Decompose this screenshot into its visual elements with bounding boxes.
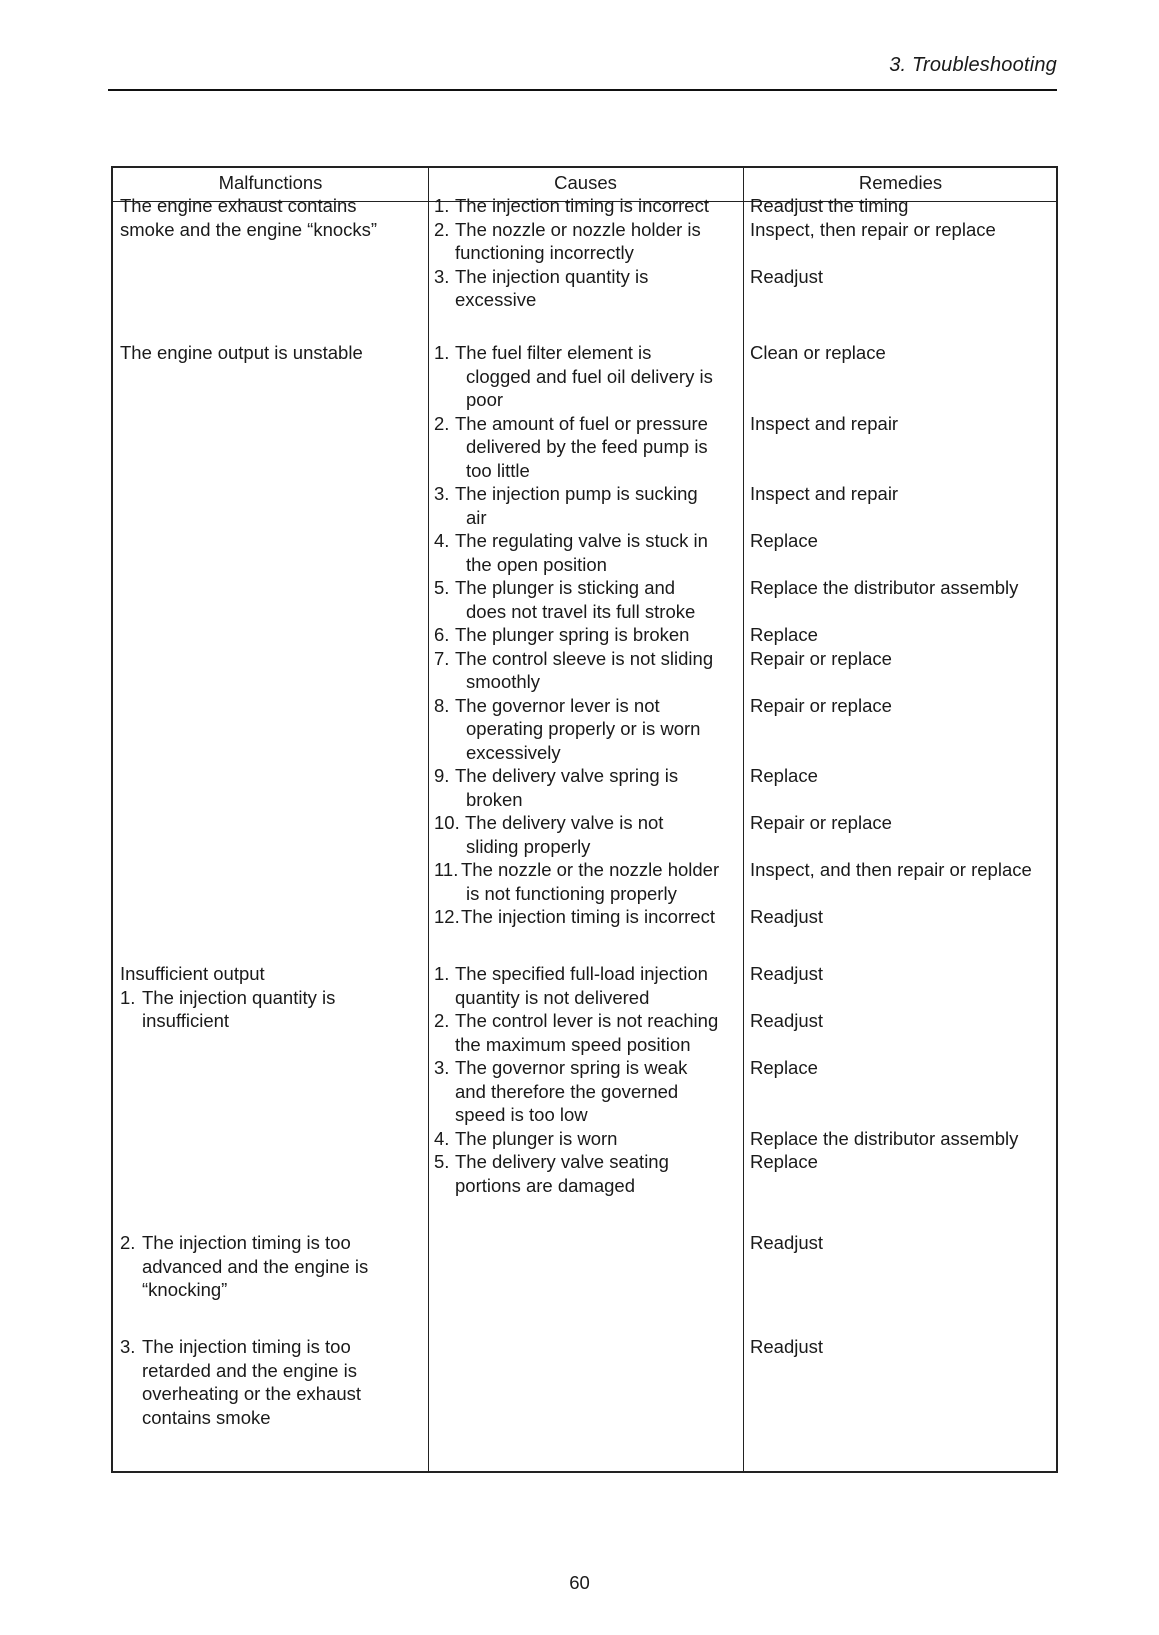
remedy: Replace	[750, 1151, 818, 1172]
malfunction-item: 3. The injection timing is too retarded and the engine is overheating or the exhaust contains smoke	[120, 1336, 362, 1428]
cause-item: 3. The injection quantity is excessive	[434, 265, 649, 310]
cause-item: 2. The control lever is not reaching the maximum speed position	[434, 1010, 719, 1055]
remedy: Inspect, then repair or replace	[750, 218, 996, 240]
page-number: 60	[569, 1572, 590, 1593]
remedy: Replace	[750, 530, 818, 551]
remedy: Replace the distributor assembly	[750, 577, 1019, 598]
column-divider	[743, 168, 744, 1471]
remedy: Clean or replace	[750, 342, 886, 363]
remedy: Readjust the timing	[750, 195, 909, 216]
column-header-remedies: Remedies	[858, 172, 943, 193]
troubleshooting-table	[111, 166, 1058, 1473]
remedy: Inspect and repair	[750, 483, 899, 504]
cause-item: 5. The plunger is sticking and does not travel its full stroke	[434, 577, 696, 622]
causes-list	[434, 341, 719, 929]
remedy: Replace the distributor assembly	[750, 1127, 1019, 1149]
cause-item: 1. The fuel filter element is clogged and fuel oil delivery is poor	[434, 342, 713, 410]
cause-item: 1. The injection timing is incorrect	[434, 195, 709, 216]
cause-item: 10. The delivery valve is not sliding properly	[434, 812, 664, 857]
section-title: 3. Troubleshooting	[889, 54, 1057, 76]
remedy: Repair or replace	[750, 812, 892, 833]
remedy: Replace	[750, 1057, 818, 1078]
cause-item: 12. The injection timing is incorrect	[434, 906, 715, 927]
causes-list	[434, 194, 709, 312]
column-header-causes: Causes	[554, 172, 617, 193]
malfunction-timing-retarded	[120, 1335, 361, 1429]
remedy: Readjust	[750, 906, 824, 927]
remedy: Readjust	[750, 1232, 824, 1253]
malfunction-output-unstable: The engine output is unstable	[120, 342, 363, 363]
malfunction-item: 1. The injection quantity is insufficient	[120, 986, 336, 1031]
malfunction-exhaust-smoke-knocks	[120, 194, 377, 241]
cause-item: 4. The plunger is worn	[434, 1127, 618, 1149]
cause-item: 8. The governor lever is not operating properly or is worn excessively	[434, 694, 701, 763]
header-rule	[108, 89, 1057, 91]
malfunction-timing-advanced	[120, 1231, 368, 1302]
cause-item: 7. The control sleeve is not sliding smoothly	[434, 647, 714, 692]
cause-item: 6. The plunger spring is broken	[434, 624, 690, 645]
remedy: Replace	[750, 624, 818, 645]
remedy: Replace	[750, 765, 818, 786]
remedy: Inspect and repair	[750, 412, 899, 434]
cause-item: 4. The regulating valve is stuck in the open position	[434, 530, 708, 575]
malfunction-title: Insufficient output	[120, 963, 265, 984]
causes-list	[434, 962, 718, 1197]
malfunction-insufficient-output	[120, 962, 335, 1033]
cause-item: 3. The governor spring is weak and therefore the governed speed is too low	[434, 1057, 688, 1125]
remedy: Readjust	[750, 963, 824, 984]
remedy: Readjust	[750, 1010, 824, 1031]
cause-item: 3. The injection pump is sucking air	[434, 483, 698, 528]
remedy: Readjust	[750, 1336, 824, 1357]
cause-item: 9. The delivery valve spring is broken	[434, 765, 679, 810]
column-header-malfunctions: Malfunctions	[218, 172, 323, 193]
cause-item: 2. The amount of fuel or pressure delivered by the feed pump is too little	[434, 412, 708, 481]
malfunction-line: The engine exhaust contains	[120, 195, 357, 216]
malfunction-item: 2. The injection timing is too advanced and the engine is “knocking”	[120, 1232, 369, 1300]
remedy: Inspect, and then repair or replace	[750, 859, 1032, 880]
remedy: Readjust	[750, 265, 824, 287]
cause-item: 5. The delivery valve seating portions are damaged	[434, 1151, 669, 1196]
cause-item: 11. The nozzle or the nozzle holder is not functioning properly	[434, 859, 720, 904]
cause-item: 1. The specified full-load injection quantity is not delivered	[434, 963, 708, 1008]
remedy: Repair or replace	[750, 647, 892, 669]
cause-item: 2. The nozzle or nozzle holder is functioning incorrectly	[434, 218, 701, 263]
column-divider	[428, 168, 429, 1471]
remedy: Repair or replace	[750, 694, 892, 716]
malfunction-line: smoke and the engine “knocks”	[120, 218, 378, 240]
